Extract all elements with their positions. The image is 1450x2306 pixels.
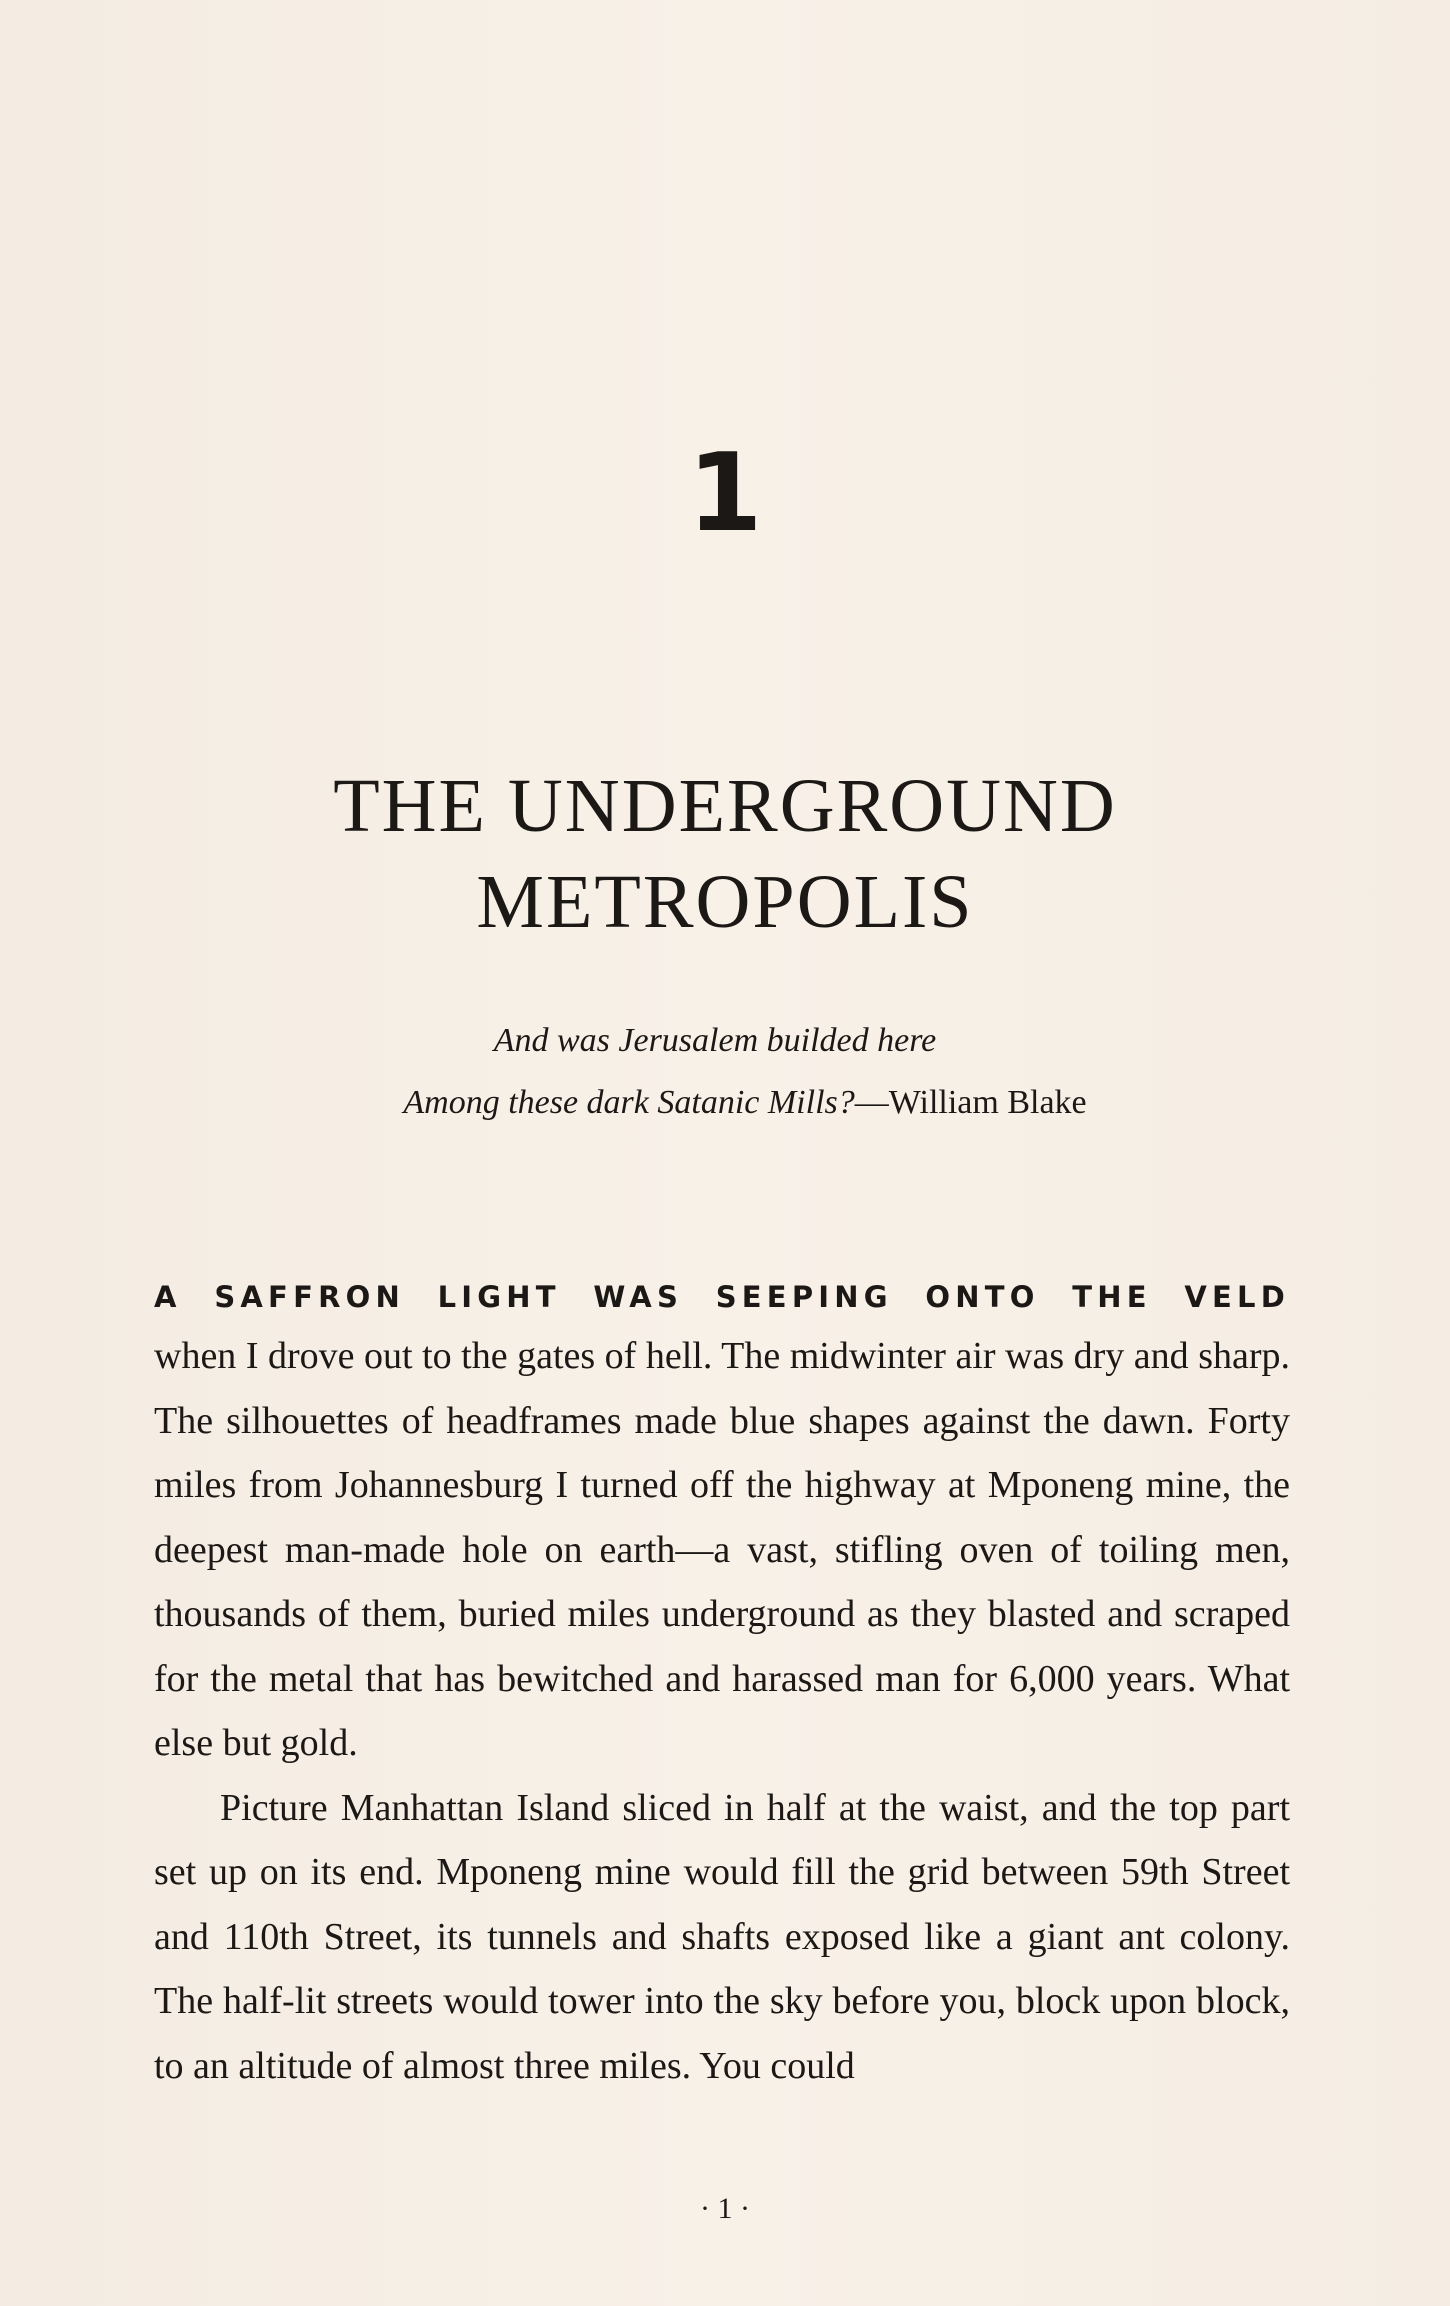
epigraph-attribution: —William Blake [854, 1084, 1087, 1121]
paragraph-2: Picture Manhattan Island sliced in half at the waist, and the top part set up on its end. Mponeng mine would fill the grid between 59th Street and 110th Street, its tunnels and shafts exposed like a giant ant colony. The half-lit streets would tower into the sky before you, block upon block, to an altitude of almost three miles. You could [154, 1786, 1290, 2087]
chapter-title-line-1: THE UNDERGROUND [333, 764, 1117, 848]
epigraph-line-2 [0, 1072, 1450, 1134]
paragraph-1: when I drove out to the gates of hell. The midwinter air was dry and sharp. The silhouettes of headframes made blue shapes against the dawn. Forty miles from Johannesburg I turned off the highway at Mponeng mine, the deepest man-made hole on earth—a vast, stifling oven of toiling men, thousands of them, buried miles underground as they blasted and scraped for the metal that has bewitched and harassed man for 6,000 years. What else but gold. [154, 1335, 1290, 1764]
body-text [154, 1272, 1290, 2098]
chapter-number: 1 [687, 431, 763, 556]
epigraph [0, 1010, 1450, 1134]
chapter-title [0, 758, 1450, 950]
epigraph-quote: Among these dark Satanic Mills? [403, 1084, 855, 1121]
chapter-title-line-2: METROPOLIS [476, 860, 974, 944]
epigraph-line-1: And was Jerusalem builded here [493, 1022, 937, 1059]
lead-in: A SAFFRON LIGHT WAS SEEPING ONTO THE VELD [154, 1280, 1290, 1314]
page-number: · 1 · [700, 2192, 750, 2225]
